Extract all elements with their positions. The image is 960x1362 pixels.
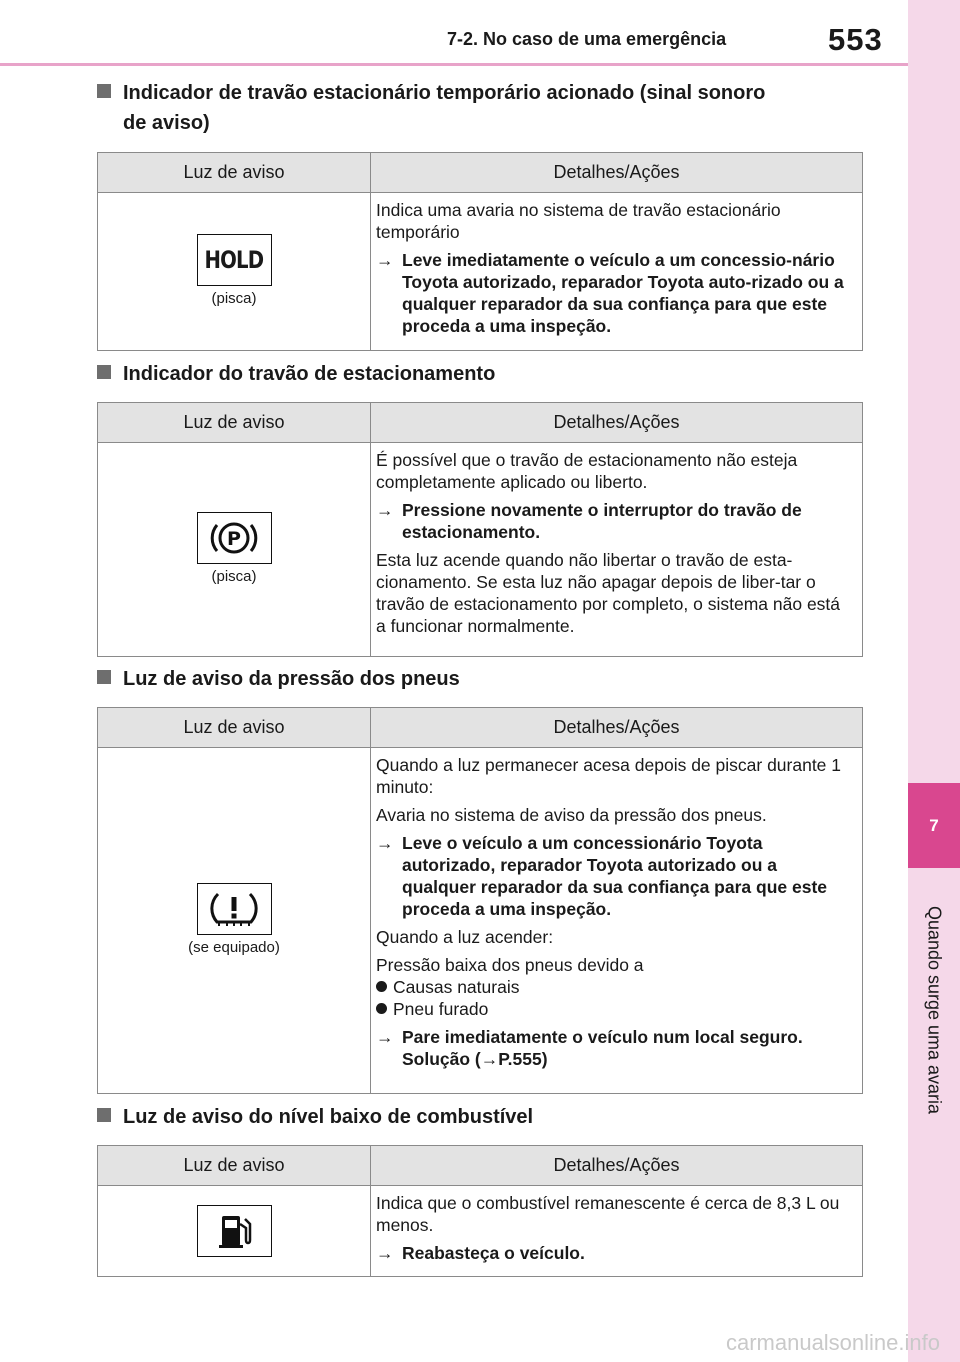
heading-square-icon [97,670,111,684]
side-strip [908,0,960,1362]
detail-text: Avaria no sistema de aviso da pressão dos pneus. [376,805,767,825]
warning-table-low-fuel [97,1145,863,1277]
icon-caption: (se equipado) [188,938,280,956]
heading-square-icon [97,84,111,98]
action-text: → Pare imediatamente o veículo num local seguro. Solução (→P.555) [376,1027,803,1069]
warning-light-cell [98,193,371,351]
warning-table-hold [97,152,863,351]
heading-square-icon [97,1108,111,1122]
action-text: → Reabasteça o veículo. [376,1243,585,1263]
table-header-light: Luz de aviso [98,153,371,193]
warning-table-parking-brake [97,402,863,657]
page-number: 553 [828,22,883,57]
section-heading-parking-brake: Indicador do travão de estacionamento [97,359,867,389]
action-text: → Leve imediatamente o veículo a um concessio-nário Toyota autorizado, reparador Toyota auto-rizado ou a qualquer reparador da sua confiança para que este proceda a uma inspeção. [376,250,844,336]
footer-watermark: carmanualsonline.info [725,1330,940,1355]
list-item: Pneu furado [376,998,854,1020]
detail-text: Esta luz acende quando não libertar o travão de esta-cionamento. Se esta luz não apagar depois de liber-tar o travão de estacionamento por completo, o sistema não está a funcionar normalmente. [376,550,841,636]
table-header-light: Luz de aviso [98,708,371,748]
header-divider [0,63,908,66]
detail-text: Pressão baixa dos pneus devido a [376,955,644,975]
list-item: Causas naturais [376,976,854,998]
table-header-light: Luz de aviso [98,1146,371,1186]
detail-text: Indica uma avaria no sistema de travão estacionário temporário [376,200,781,242]
table-header-details: Detalhes/Ações [371,403,863,443]
hold-icon: HOLD [197,234,272,286]
warning-light-cell [98,748,371,1094]
detail-text: Quando a luz acender: [376,927,554,947]
action-text: → Leve o veículo a um concessionário Toyota autorizado, reparador Toyota autorizado ou a qualquer reparador da sua confiança para que este proceda a uma inspeção. [376,833,827,919]
section-heading-hold: Indicador de travão estacionário temporário acionado (sinal sonoro de aviso) [97,78,867,138]
table-header-details: Detalhes/Ações [371,153,863,193]
warning-table-tire-pressure [97,707,863,1094]
details-cell [371,193,863,351]
section-heading-tire-pressure: Luz de aviso da pressão dos pneus [97,664,867,694]
table-header-light: Luz de aviso [98,403,371,443]
table-header-details: Detalhes/Ações [371,1146,863,1186]
header-section-title: 7-2. No caso de uma emergência [447,29,727,49]
icon-caption: (pisca) [211,289,257,307]
detail-text: É possível que o travão de estacionamento não esteja completamente aplicado ou liberto. [376,450,798,492]
parking-brake-icon [197,512,272,564]
detail-text: Quando a luz permanecer acesa depois de piscar durante 1 minuto: [376,755,842,797]
warning-light-cell [98,1186,371,1277]
detail-text: Indica que o combustível remanescente é cerca de 8,3 L ou menos. [376,1193,840,1235]
icon-caption: (pisca) [211,567,257,585]
fuel-icon [197,1205,272,1257]
bullet-icon [376,1003,387,1014]
section-heading-low-fuel: Luz de aviso do nível baixo de combustível [97,1102,867,1132]
svg-text:P: P [227,527,241,550]
details-cell [371,748,863,1094]
chapter-tab[interactable]: 7 [908,783,960,868]
warning-light-cell [98,443,371,657]
details-cell [371,443,863,657]
chapter-title-vertical: Quando surge uma avaria [924,905,945,1115]
heading-square-icon [97,365,111,379]
table-header-details: Detalhes/Ações [371,708,863,748]
details-cell [371,1186,863,1277]
tire-pressure-icon [197,883,272,935]
action-text: → Pressione novamente o interruptor do travão de estacionamento. [376,500,802,542]
bullet-icon [376,981,387,992]
